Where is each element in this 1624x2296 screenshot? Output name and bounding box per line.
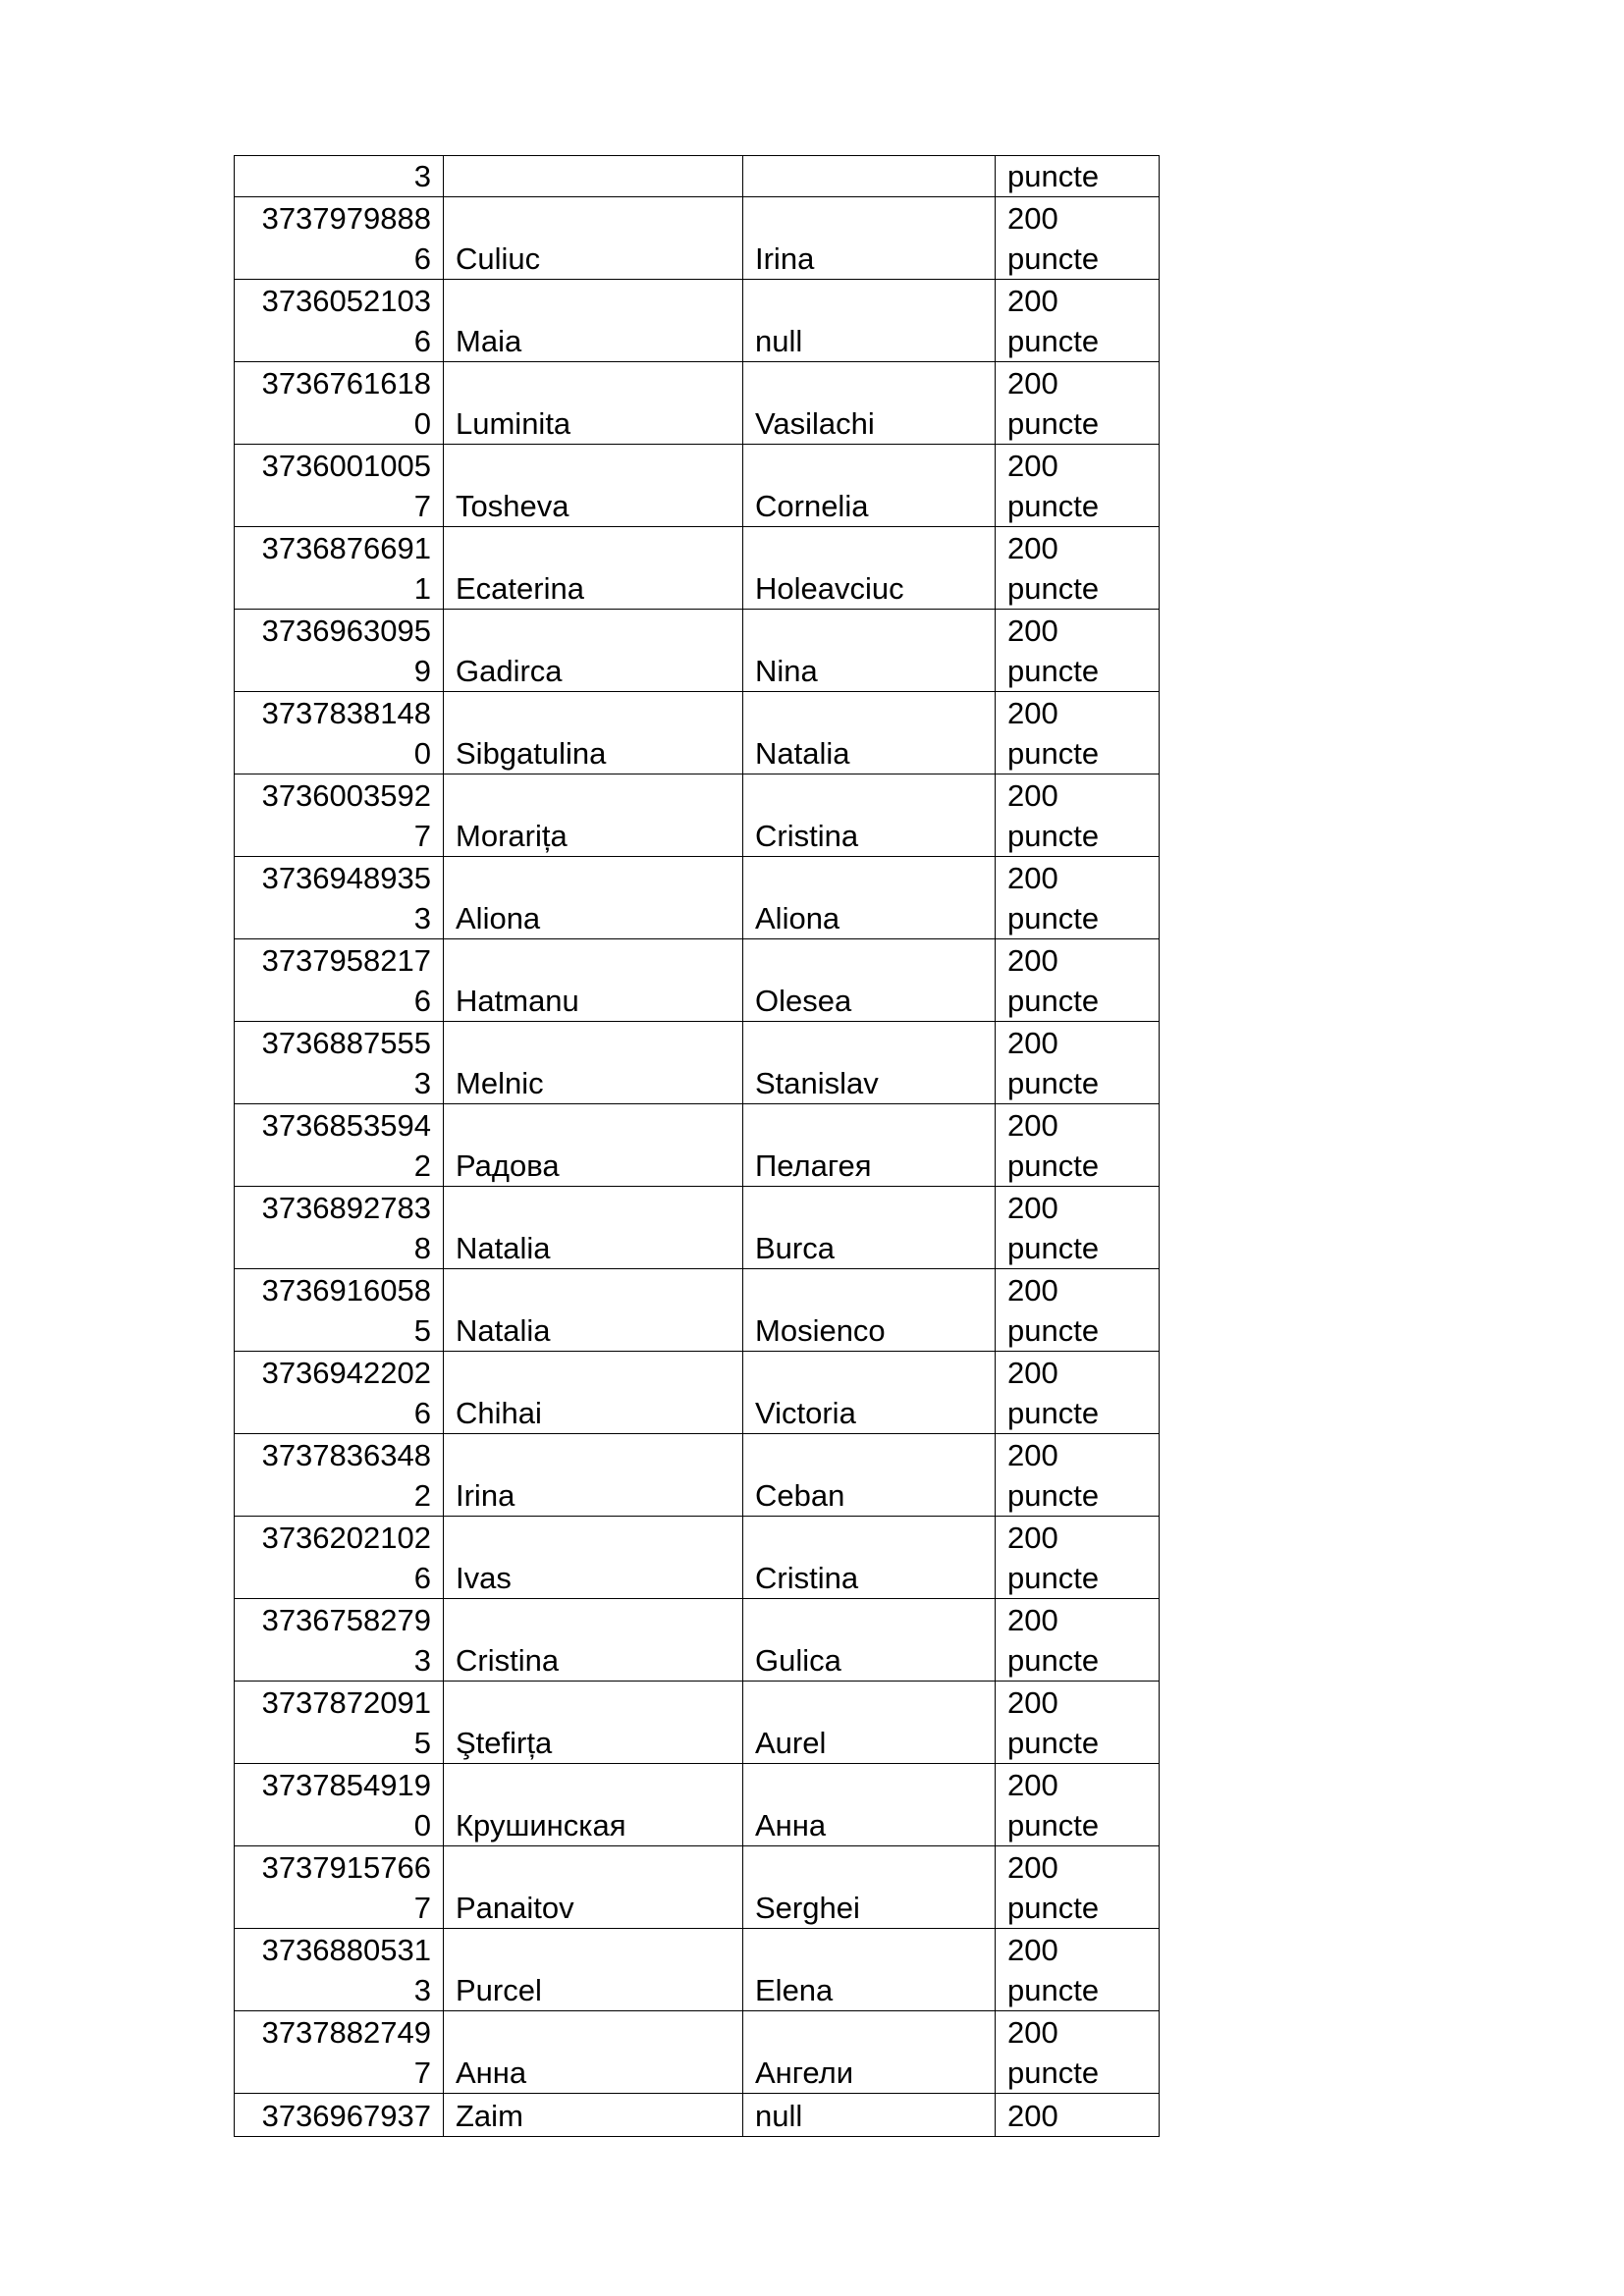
phone-cell-line: 3736202102 — [261, 1521, 431, 1555]
points-cell-line: puncte — [1007, 1561, 1100, 1595]
last-name-cell — [444, 1599, 743, 1682]
points-cell-line: puncte — [1007, 1396, 1100, 1430]
first-name-cell-text: Aliona — [755, 901, 840, 935]
points-cell-line: 200 — [1007, 1933, 1058, 1967]
points-cell-line: puncte — [1007, 1643, 1100, 1678]
last-name-cell — [444, 1929, 743, 2011]
table-row — [235, 610, 1160, 692]
phone-cell-line: 5 — [413, 1313, 431, 1348]
points-cell — [996, 1104, 1160, 1187]
first-name-cell-text: Irina — [755, 241, 815, 276]
table-row — [235, 774, 1160, 857]
phone-cell-line: 3736916058 — [261, 1273, 431, 1308]
phone-cell-line: 3737854919 — [261, 1768, 431, 1802]
points-cell-line: 200 — [1007, 1685, 1058, 1720]
first-name-cell-text: Olesea — [755, 984, 852, 1018]
phone-cell-line: 0 — [413, 736, 431, 771]
phone-cell-line: 3736853594 — [261, 1108, 431, 1143]
points-cell — [996, 1269, 1160, 1352]
last-name-cell-text: Cristina — [456, 1643, 560, 1678]
table-row — [235, 2011, 1160, 2094]
first-name-cell-text: Cristina — [755, 1561, 859, 1595]
phone-cell-line: 3736003592 — [261, 778, 431, 813]
phone-cell — [235, 1022, 444, 1104]
first-name-cell-text: Cornelia — [755, 489, 869, 523]
points-cell-line: puncte — [1007, 324, 1100, 358]
last-name-cell-text — [456, 156, 731, 196]
points-cell-line: 200 — [1007, 1521, 1058, 1555]
points-cell-line: 200 — [1007, 696, 1058, 730]
points-cell — [996, 1846, 1160, 1929]
phone-cell-line: 6 — [413, 241, 431, 276]
phone-cell-line: 3736761618 — [261, 366, 431, 400]
points-cell-line: puncte — [1007, 1973, 1100, 2007]
points-cell-line: puncte — [1007, 489, 1100, 523]
first-name-cell-text: null — [755, 324, 803, 358]
last-name-cell — [444, 1352, 743, 1434]
table-row — [235, 1269, 1160, 1352]
table-row — [235, 1599, 1160, 1682]
last-name-cell-text: Morarița — [456, 819, 568, 853]
points-cell-line: 200 — [1007, 861, 1058, 895]
phone-cell-line: 7 — [413, 1891, 431, 1925]
last-name-cell — [444, 857, 743, 939]
first-name-cell — [743, 1187, 996, 1269]
phone-cell — [235, 610, 444, 692]
points-cell-line: puncte — [1007, 1808, 1100, 1842]
phone-cell — [235, 1599, 444, 1682]
first-name-cell-text — [755, 156, 983, 196]
last-name-cell-text: Zaim — [456, 2099, 523, 2133]
points-cell-line: 200 — [1007, 1438, 1058, 1472]
points-cell — [996, 1352, 1160, 1434]
phone-cell-line: 0 — [413, 1808, 431, 1842]
last-name-cell-text: Ştefirța — [456, 1726, 553, 1760]
table-row — [235, 527, 1160, 610]
last-name-cell — [444, 1022, 743, 1104]
phone-cell-line: 3 — [413, 159, 431, 193]
points-cell-line: puncte — [1007, 1478, 1100, 1513]
first-name-cell — [743, 1352, 996, 1434]
first-name-cell-text: null — [755, 2099, 803, 2133]
points-cell-line: puncte — [1007, 406, 1100, 441]
last-name-cell — [444, 774, 743, 857]
last-name-cell-text: Анна — [456, 2056, 527, 2090]
phone-cell-line: 3737872091 — [261, 1685, 431, 1720]
points-cell-line: puncte — [1007, 984, 1100, 1018]
phone-cell-line: 6 — [413, 1396, 431, 1430]
points-cell-line: 200 — [1007, 366, 1058, 400]
phone-cell — [235, 280, 444, 362]
table-row — [235, 156, 1160, 197]
phone-cell-line: 7 — [413, 2056, 431, 2090]
table-row — [235, 445, 1160, 527]
points-cell — [996, 1929, 1160, 2011]
phone-cell-line: 1 — [413, 571, 431, 606]
first-name-cell-text: Elena — [755, 1973, 834, 2007]
last-name-cell-text: Aliona — [456, 901, 541, 935]
points-cell — [996, 1022, 1160, 1104]
first-name-cell — [743, 692, 996, 774]
phone-cell — [235, 1764, 444, 1846]
table-row — [235, 2094, 1160, 2137]
last-name-cell — [444, 692, 743, 774]
points-cell — [996, 1187, 1160, 1269]
points-cell — [996, 156, 1160, 197]
points-cell-line: 200 — [1007, 1768, 1058, 1802]
table-row — [235, 1929, 1160, 2011]
phone-cell — [235, 939, 444, 1022]
points-cell — [996, 527, 1160, 610]
points-cell — [996, 1599, 1160, 1682]
points-cell — [996, 857, 1160, 939]
phone-cell — [235, 2094, 444, 2137]
points-cell-line: puncte — [1007, 1891, 1100, 1925]
points-cell-line: puncte — [1007, 1726, 1100, 1760]
points-cell-line: 200 — [1007, 531, 1058, 565]
points-cell-line: puncte — [1007, 159, 1100, 193]
first-name-cell — [743, 2011, 996, 2094]
phone-cell-line: 3 — [413, 1066, 431, 1100]
table-row — [235, 280, 1160, 362]
points-cell — [996, 1434, 1160, 1517]
points-cell — [996, 280, 1160, 362]
first-name-cell — [743, 774, 996, 857]
first-name-cell-text: Анна — [755, 1808, 827, 1842]
points-cell-line: puncte — [1007, 1066, 1100, 1100]
first-name-cell — [743, 1269, 996, 1352]
points-cell-line: 200 — [1007, 1273, 1058, 1308]
last-name-cell — [444, 1104, 743, 1187]
table-row — [235, 1517, 1160, 1599]
first-name-cell — [743, 362, 996, 445]
first-name-cell — [743, 1104, 996, 1187]
phone-cell-line: 8 — [413, 1231, 431, 1265]
last-name-cell-text: Sibgatulina — [456, 736, 607, 771]
phone-cell-line: 3 — [413, 901, 431, 935]
points-cell-line: puncte — [1007, 2056, 1100, 2090]
last-name-cell — [444, 156, 743, 197]
first-name-cell-text: Stanislav — [755, 1066, 879, 1100]
points-cell — [996, 2094, 1160, 2137]
phone-cell-line: 3736963095 — [261, 614, 431, 648]
first-name-cell — [743, 1022, 996, 1104]
table-row — [235, 1104, 1160, 1187]
points-cell-line: 200 — [1007, 284, 1058, 318]
last-name-cell-text: Melnic — [456, 1066, 544, 1100]
points-cell-line: 200 — [1007, 201, 1058, 236]
points-cell — [996, 774, 1160, 857]
first-name-cell-text: Nina — [755, 654, 818, 688]
last-name-cell — [444, 1187, 743, 1269]
first-name-cell — [743, 857, 996, 939]
points-cell-line: puncte — [1007, 241, 1100, 276]
points-cell — [996, 1764, 1160, 1846]
last-name-cell-text: Luminita — [456, 406, 571, 441]
first-name-cell-text: Mosienco — [755, 1313, 886, 1348]
table-row — [235, 692, 1160, 774]
table-row — [235, 1352, 1160, 1434]
phone-cell-line: 7 — [413, 819, 431, 853]
last-name-cell — [444, 362, 743, 445]
first-name-cell-text: Aurel — [755, 1726, 827, 1760]
points-cell-line: puncte — [1007, 736, 1100, 771]
phone-cell — [235, 362, 444, 445]
first-name-cell-text: Ангели — [755, 2056, 854, 2090]
first-name-cell — [743, 1434, 996, 1517]
points-cell-line: 200 — [1007, 1850, 1058, 1885]
phone-cell-line: 7 — [413, 489, 431, 523]
phone-cell-line: 3736948935 — [261, 861, 431, 895]
phone-cell-line: 3736052103 — [261, 284, 431, 318]
first-name-cell-text: Victoria — [755, 1396, 856, 1430]
phone-cell-line: 3737979888 — [261, 201, 431, 236]
table-row — [235, 1187, 1160, 1269]
table-row — [235, 939, 1160, 1022]
points-cell — [996, 1682, 1160, 1764]
last-name-cell — [444, 939, 743, 1022]
phone-cell-line: 6 — [413, 984, 431, 1018]
phone-cell-line: 3736758279 — [261, 1603, 431, 1637]
table-row — [235, 1764, 1160, 1846]
phone-cell-line: 2 — [413, 1478, 431, 1513]
last-name-cell-text: Tosheva — [456, 489, 569, 523]
phone-cell — [235, 1104, 444, 1187]
phone-cell-line: 0 — [413, 406, 431, 441]
phone-cell — [235, 156, 444, 197]
first-name-cell — [743, 1599, 996, 1682]
phone-cell-line: 3736967937 — [261, 2099, 431, 2133]
phone-cell — [235, 1682, 444, 1764]
first-name-cell — [743, 445, 996, 527]
phone-cell — [235, 1269, 444, 1352]
first-name-cell — [743, 1682, 996, 1764]
points-cell-line: 200 — [1007, 2099, 1058, 2133]
phone-cell-line: 6 — [413, 1561, 431, 1595]
last-name-cell-text: Hatmanu — [456, 984, 579, 1018]
points-cell — [996, 445, 1160, 527]
phone-cell — [235, 692, 444, 774]
last-name-cell — [444, 1269, 743, 1352]
points-cell-line: puncte — [1007, 819, 1100, 853]
phone-cell — [235, 1352, 444, 1434]
points-cell-line: puncte — [1007, 654, 1100, 688]
last-name-cell — [444, 445, 743, 527]
last-name-cell — [444, 2011, 743, 2094]
phone-cell-line: 3737882749 — [261, 2015, 431, 2050]
phone-cell-line: 3737915766 — [261, 1850, 431, 1885]
table-row — [235, 1022, 1160, 1104]
first-name-cell — [743, 280, 996, 362]
points-cell — [996, 610, 1160, 692]
first-name-cell-text: Ceban — [755, 1478, 845, 1513]
points-cell-line: 200 — [1007, 1108, 1058, 1143]
last-name-cell-text: Purcel — [456, 1973, 542, 2007]
table-row — [235, 197, 1160, 280]
table-row — [235, 1434, 1160, 1517]
phone-cell — [235, 527, 444, 610]
first-name-cell — [743, 1764, 996, 1846]
points-cell — [996, 2011, 1160, 2094]
last-name-cell — [444, 1434, 743, 1517]
last-name-cell-text: Natalia — [456, 1231, 551, 1265]
phone-cell — [235, 197, 444, 280]
first-name-cell — [743, 527, 996, 610]
phone-cell-line: 3736880531 — [261, 1933, 431, 1967]
phone-cell-line: 3736942202 — [261, 1356, 431, 1390]
phone-cell — [235, 1929, 444, 2011]
phone-cell-line: 3 — [413, 1643, 431, 1678]
last-name-cell-text: Irina — [456, 1478, 515, 1513]
first-name-cell — [743, 2094, 996, 2137]
phone-cell-line: 6 — [413, 324, 431, 358]
last-name-cell — [444, 1682, 743, 1764]
first-name-cell-text: Gulica — [755, 1643, 841, 1678]
last-name-cell-text: Радова — [456, 1148, 560, 1183]
points-cell-line: puncte — [1007, 1148, 1100, 1183]
points-cell-line: 200 — [1007, 1356, 1058, 1390]
table-body — [235, 156, 1160, 2137]
last-name-cell-text: Panaitov — [456, 1891, 574, 1925]
points-cell-line: 200 — [1007, 1191, 1058, 1225]
first-name-cell — [743, 197, 996, 280]
first-name-cell-text: Vasilachi — [755, 406, 875, 441]
last-name-cell-text: Gadirca — [456, 654, 563, 688]
first-name-cell-text: Natalia — [755, 736, 850, 771]
points-cell-line: puncte — [1007, 901, 1100, 935]
last-name-cell — [444, 2094, 743, 2137]
phone-cell-line: 5 — [413, 1726, 431, 1760]
last-name-cell-text: Крушинская — [456, 1808, 626, 1842]
points-cell-line: 200 — [1007, 943, 1058, 978]
first-name-cell-text: Burca — [755, 1231, 835, 1265]
first-name-cell — [743, 1517, 996, 1599]
first-name-cell-text: Serghei — [755, 1891, 860, 1925]
phone-cell-line: 3737838148 — [261, 696, 431, 730]
points-cell-line: puncte — [1007, 1231, 1100, 1265]
phone-cell — [235, 445, 444, 527]
last-name-cell — [444, 1517, 743, 1599]
points-cell-line: puncte — [1007, 1313, 1100, 1348]
phone-cell — [235, 1187, 444, 1269]
first-name-cell — [743, 610, 996, 692]
points-cell-line: 200 — [1007, 2015, 1058, 2050]
phone-cell-line: 3736892783 — [261, 1191, 431, 1225]
table-row — [235, 1682, 1160, 1764]
phone-cell — [235, 1517, 444, 1599]
points-cell-line: 200 — [1007, 1026, 1058, 1060]
phone-cell-line: 9 — [413, 654, 431, 688]
last-name-cell-text: Chihai — [456, 1396, 542, 1430]
table-row — [235, 857, 1160, 939]
last-name-cell-text: Culiuc — [456, 241, 541, 276]
last-name-cell-text: Natalia — [456, 1313, 551, 1348]
first-name-cell — [743, 1846, 996, 1929]
phone-cell-line: 2 — [413, 1148, 431, 1183]
phone-cell — [235, 857, 444, 939]
first-name-cell-text: Cristina — [755, 819, 859, 853]
phone-cell-line: 3 — [413, 1973, 431, 2007]
first-name-cell-text: Holeavciuc — [755, 571, 904, 606]
last-name-cell — [444, 280, 743, 362]
points-cell — [996, 1517, 1160, 1599]
points-cell — [996, 362, 1160, 445]
last-name-cell — [444, 527, 743, 610]
points-cell-line: 200 — [1007, 1603, 1058, 1637]
last-name-cell-text: Ivas — [456, 1561, 512, 1595]
phone-cell — [235, 1434, 444, 1517]
points-cell — [996, 197, 1160, 280]
phone-cell — [235, 1846, 444, 1929]
first-name-cell — [743, 1929, 996, 2011]
last-name-cell — [444, 610, 743, 692]
last-name-cell — [444, 1764, 743, 1846]
last-name-cell-text: Maia — [456, 324, 522, 358]
table-row — [235, 1846, 1160, 1929]
contacts-table — [234, 155, 1160, 2137]
phone-cell-line: 3736001005 — [261, 449, 431, 483]
first-name-cell-text: Пелагея — [755, 1148, 872, 1183]
phone-cell-line: 3736887555 — [261, 1026, 431, 1060]
points-cell — [996, 939, 1160, 1022]
last-name-cell-text: Ecaterina — [456, 571, 584, 606]
phone-cell — [235, 2011, 444, 2094]
first-name-cell — [743, 156, 996, 197]
first-name-cell — [743, 939, 996, 1022]
phone-cell-line: 3737836348 — [261, 1438, 431, 1472]
points-cell-line: puncte — [1007, 571, 1100, 606]
phone-cell-line: 3736876691 — [261, 531, 431, 565]
phone-cell-line: 3737958217 — [261, 943, 431, 978]
points-cell-line: 200 — [1007, 778, 1058, 813]
points-cell-line: 200 — [1007, 614, 1058, 648]
last-name-cell — [444, 197, 743, 280]
last-name-cell — [444, 1846, 743, 1929]
table-row — [235, 362, 1160, 445]
points-cell — [996, 692, 1160, 774]
points-cell-line: 200 — [1007, 449, 1058, 483]
phone-cell — [235, 774, 444, 857]
